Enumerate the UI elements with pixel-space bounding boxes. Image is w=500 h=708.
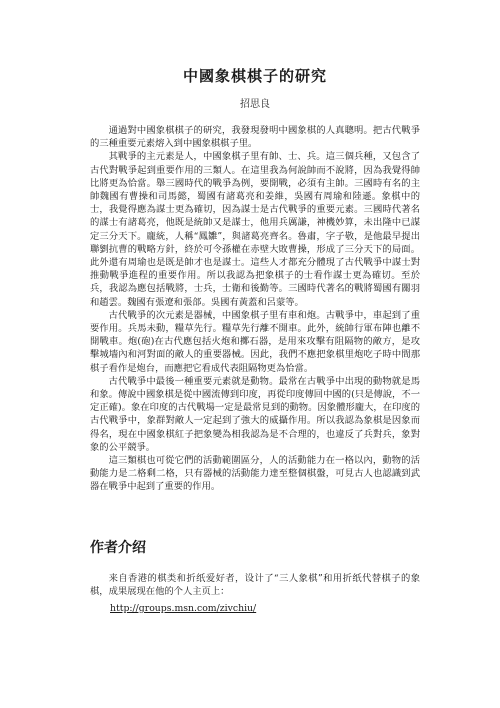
- paragraph: 古代戰爭的次元素是器械，中國象棋子里有車和炮。古戰爭中，車起到了重要作用。兵馬未動，糧草先行。糧草先行離不開車。此外，統帥行軍布陣也離不開戰車。炮(砲)在古代應包括火炮和擲石器，是用來攻擊有阻隔物的敵方，是攻擊城墻內和河對面的敵人的重要器械。因此，我們不應把象棋里炮吃子時中間那棋子看作是炮台，而應把它看成代表阻隔物更為恰當。: [90, 309, 420, 374]
- about-author-heading: 作者介绍: [90, 540, 146, 556]
- author-bio: [90, 572, 420, 598]
- article-title: 中國象棋棋子的研究: [182, 67, 327, 85]
- paragraph: 這三類棋也可從它們的活動範圍區分，人的活動能力在一格以內，動物的活動能力是二格剩二格，只有器械的活動能力達至整個棋盤，可見古人也認識到武器在戰爭中起到了重要的作用。: [90, 455, 420, 493]
- article-body: [90, 124, 420, 494]
- paragraph: 其戰爭的主元素是人，中國象棋子里有帥、士、兵。這三個兵種，又包含了古代對戰爭起到重要作用的三類人。在這里我為何說帥而不說將，因為我覺得帥比將更為恰當。舉三國時代的戰爭為例，要開戰，必須有主帥。三國時有名的主帥魏國有曹操和司馬懿，蜀國有諸葛亮和姜維，吳國有周瑜和陸遜。象棋中的士，我覺得應為謀士更為確切，因為謀士是古代戰爭的重要元素。三國時代著名的謀士有諸葛亮，他既是統帥又是謀士，他用兵厲謙，神機妙算，未出隆中已謀定三分天下。龐統，人稱“鳳雛”，與諸葛亮齊名。魯肅，字子敬，是他最早提出聯劉抗曹的戰略方針，終於可令孫權在赤壁大敗曹操，形成了三分天下的局面。此外還有周瑜也是既是帥才也是謀士。這些人才都充分體現了古代戰爭中謀士對推動戰爭進程的重要作用。所以我認為把象棋子的士看作謀士更為確切。至於兵，我認為應包括戰將，士兵，士衛和後勤等。三國時代著名的戰將蜀國有關羽和趙雲。魏國有張遼和張郃。吳國有黃蓋和呂蒙等。: [90, 151, 420, 308]
- article-author: 招思良: [240, 99, 270, 110]
- paragraph: 古代戰爭中最後一種重要元素就是動物。最常在古戰爭中出現的動物就是馬和象。傳說中國象棋是從中國流傳到印度，再從印度傳回中國的(只是傳說，不一定正確)。象在印度的古代戰場一定是最常見到的動物。因象體形龐大，在印度的古代戰爭中，象群對敵人一定起到了強大的威攝作用。所以我認為象棋是因象而得名，現在中國象棋紅子把象變為相我認為是不合理的，也違反了兵對兵，象對象的公平競爭。: [90, 375, 420, 453]
- homepage-link[interactable]: http://groups.msn.com/zivchiu/: [110, 603, 257, 614]
- article: [90, 66, 420, 494]
- bio-paragraph: 来自香港的棋类和折纸爱好者，设计了“三人象棋”和用折纸代替棋子的象棋，成果展现在他的个人主页上：: [90, 573, 420, 598]
- paragraph: 通過對中國象棋棋子的研究，我發現發明中國象棋的人真聰明。把古代戰爭的三種重要元素熔入到中國象棋棋子里。: [90, 125, 420, 150]
